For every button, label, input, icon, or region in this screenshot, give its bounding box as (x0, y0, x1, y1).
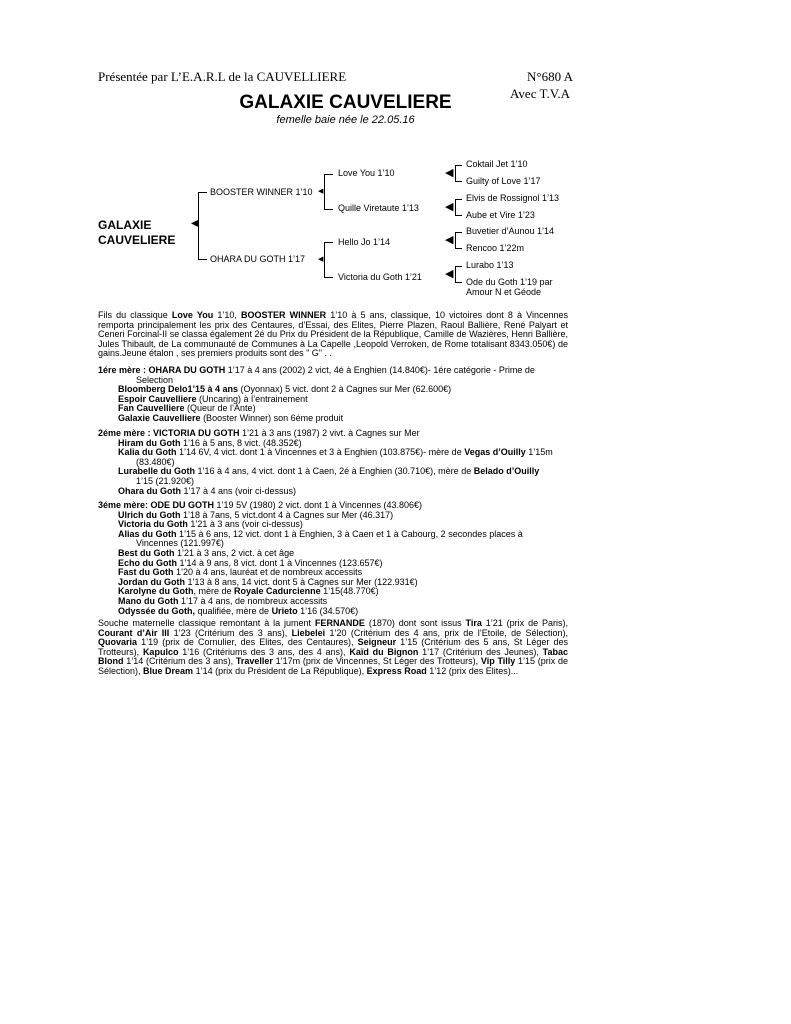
produce-name: Victoria du Goth (118, 519, 188, 530)
ggp-2: Guilty of Love 1’17 (466, 176, 541, 186)
dam-sire: Hello Jo 1’14 (338, 237, 391, 247)
ggp-3: Elvis de Rossignol 1’13 (466, 193, 560, 203)
ggp-8: Ode du Goth 1’19 par (466, 277, 553, 287)
third-dam-section (98, 501, 568, 616)
text-run: 1’17m (prix de Vincennes, St Léger des Trotteurs), (272, 656, 481, 667)
text-run: 1’15(48.770€) (320, 586, 379, 597)
produce-text: 1’20 à 4 ans, lauréat et de nombreux accessits (173, 567, 363, 578)
second-dam-section (98, 429, 568, 496)
ggp-4: Aube et Vire 1’23 (466, 210, 535, 220)
bracket-line (324, 242, 333, 243)
bold-run: Belado d’Ouilly (473, 466, 540, 477)
second-dam-text: 1’21 à 3 ans (1987) 2 vivt. à Cagnes sur Mer (239, 428, 420, 438)
first-dam-section (98, 366, 568, 424)
third-dam-text: 1’19 5V (1980) 2 vict. dont 1 à Vincennes (43.806€) (214, 500, 423, 510)
bracket-arrow-icon: ◀ (191, 218, 199, 229)
produce-name: Best du Goth (118, 547, 175, 558)
dam: OHARA DU GOTH 1’17 (210, 254, 306, 264)
bold-run: FERNANDE (314, 618, 365, 628)
bracket-line (455, 215, 462, 216)
sire: BOOSTER WINNER 1’10 (210, 187, 313, 197)
text-run: 1’23 (Critérium des 3 ans), (169, 627, 292, 638)
bold-run: Urieto (271, 605, 298, 616)
ggp-5: Buvetier d’Aunou 1’14 (466, 226, 555, 236)
text-run: (1870) dont sont issus (364, 618, 466, 628)
produce-text: 1’21 à 3 ans (voir ci-dessus) (187, 519, 303, 530)
produce-cont: Vincennes (121.997€) (136, 538, 224, 549)
first-dam-text: 1’17 à 4 ans (2002) 2 vict, 4é à Enghien (14.840€)- 1ére catégorie - Prime de (225, 365, 535, 375)
bracket-arrow-icon: ◀ (318, 256, 324, 263)
text-run: 1’19 (prix de Cornulier, des Elites, des Centaures), (137, 637, 358, 648)
produce-name: Bloomberg Delo1’15 à 4 ans (118, 384, 239, 395)
bracket-line (455, 282, 462, 283)
produce-text: 1’16 à 5 ans, 8 vict. (48.352€) (180, 437, 302, 448)
bold-run: Traveller (235, 656, 273, 667)
produce-name: Lurabelle du Goth (118, 466, 196, 477)
text-run: 1’15 (Critérium des 5 ans, St Léger des Trotteurs), (98, 637, 568, 657)
ggp-7: Lurabo 1’13 (466, 260, 514, 270)
text-run: 1’14 (prix du Président de La République), (193, 665, 367, 676)
bracket-line (455, 165, 462, 166)
bracket-arrow-icon: ◀ (445, 201, 454, 213)
bracket-arrow-icon: ◀ (318, 188, 324, 195)
produce-name: Alias du Goth (118, 528, 177, 539)
text-run: 1’12 (prix des Elites)... (426, 665, 519, 676)
produce-name: Fan Cauvelliere (118, 403, 185, 414)
produce-text: 1’17 à 4 ans, de nombreux accessits (178, 595, 328, 606)
bold-run: Royale Cadurcienne (234, 586, 321, 597)
produce-text: 1’14 à 9 ans, 8 vict. dont 1 à Vincennes (123.657€) (177, 557, 383, 568)
bracket-line (324, 242, 325, 278)
bracket-arrow-icon: ◀ (445, 234, 454, 246)
text-run: 1’10 à 5 ans, classique, 10 victoires dont 8 à Vincennes remporta principalement les prix des Centaures, d’Essai, des Elites, Pierre Plazen, Raoul Ballière, René Palyart et Ceneri Forcinal-II se classa également 2é du Prix du Président de la République, Camille de Wazières, Henri Ballière, Jules Thibault, de La communauté de Communes à La Capelle ,Leopold Verroken, de Rome totalisant 8343.050€) de gains.Jeune étalon , ses premiers produits sont des " G" . . (98, 310, 568, 359)
dam-dam: Victoria du Goth 1’21 (338, 272, 422, 282)
produce-text: (Oyonnax) 5 vict. dont 2 à Cagnes sur Mer (62.600€) (238, 384, 452, 395)
bracket-line (324, 174, 333, 175)
bracket-line (455, 266, 462, 267)
bold-run: Liebelei (291, 627, 326, 638)
text-run: 1’16 (Critériums des 3 ans, des 4 ans), (178, 646, 350, 657)
bracket-line (455, 165, 456, 182)
bold-run: Vip Tilly (480, 656, 516, 667)
text-run: 1’17 (Critérium des Jeunes), (418, 646, 543, 657)
produce-text: 1’15 à 6 ans, 12 vict. dont 1 à Enghien, 3 à Caen et 1 à Cabourg, 2 secondes places à (176, 528, 523, 539)
ggp-8-parents: Amour N et Géode (466, 287, 542, 297)
produce-name: Ulrich du Goth (118, 509, 181, 520)
bold-run: Tabac Blond (98, 646, 568, 667)
produce-name: Hiram du Goth (118, 437, 181, 448)
produce-cont: 1’15 (21.920€) (136, 475, 195, 486)
pedigree-chart (0, 0, 791, 310)
bracket-line (198, 259, 207, 260)
produce-text: (Uncaring) à l’entrainement (196, 393, 308, 404)
bold-run: BOOSTER WINNER (241, 310, 327, 320)
bracket-arrow-icon: ◀ (445, 167, 454, 179)
bracket-line (455, 181, 462, 182)
sire-sire: Love You 1’10 (338, 168, 395, 178)
bold-run: Quovaria (98, 637, 138, 648)
produce-text: 1’17 à 4 ans (voir ci-dessus) (181, 485, 297, 496)
produce-name: Odyssée du Goth, (118, 605, 196, 616)
text-run: 1’15m (525, 447, 553, 458)
produce-name: Ohara du Goth (118, 485, 181, 496)
bold-run: Love You (171, 310, 214, 320)
vat-note: Avec T.V.A (510, 86, 571, 101)
bold-run: Seigneur (357, 637, 397, 648)
maternal-line-paragraph (98, 619, 568, 677)
text-run: 1’14 (Critérium des 3 ans), (123, 656, 236, 667)
produce-text: 1’16 à 4 ans, 4 vict. dont 1 à Caen, 2é à Enghien (30.710€), mère de (195, 466, 474, 477)
produce-name: Galaxie Cauvelliere (118, 412, 201, 423)
bracket-line (455, 232, 456, 249)
text-run: 1’20 (Critérium des 4 ans, prix de l’Etoile, de Sélection), (325, 627, 569, 638)
first-dam-cont: Selection (136, 374, 174, 385)
text-run: 1’15 (prix de Sélection), (98, 656, 568, 676)
produce-text: (Booster Winner) son 6éme produit (200, 412, 344, 423)
produce-text: 1’14 6V, 4 vict. dont 1 à Vincennes et 3 à Enghien (103.875€)- mère de (176, 447, 465, 458)
bold-run: Courant d’Air III (98, 627, 170, 638)
bracket-line (324, 209, 333, 210)
produce-text: , mère de (193, 586, 235, 597)
bold-run: Kapulco (142, 646, 179, 657)
horse-title: GALAXIE CAUVELIERE (239, 92, 452, 113)
bold-run: Vegas d’Ouilly (464, 447, 526, 458)
bracket-line (455, 199, 462, 200)
text-run: 1’16 (34.570€) (297, 605, 359, 616)
produce-name: Kalia du Goth (118, 447, 177, 458)
bracket-arrow-icon: ◀ (445, 268, 454, 280)
produce-text: 1’21 à 3 ans, 2 vict. à cet âge (174, 547, 295, 558)
third-dam-label: 3éme mère: ODE DU GOTH (98, 500, 215, 510)
produce-text: qualifiée, mère de (195, 605, 272, 616)
bold-run: Kaïd du Bignon (349, 646, 419, 657)
second-dam-label: 2éme mère : VICTORIA DU GOTH (98, 428, 240, 438)
first-dam-label: 1ére mère : OHARA DU GOTH (98, 365, 226, 375)
bracket-line (198, 192, 207, 193)
sire-paragraph (98, 311, 568, 359)
ggp-6: Rencoo 1’22m (466, 243, 525, 253)
bold-run: Tira (465, 618, 482, 628)
produce-name: Mano du Goth (118, 595, 179, 606)
pedigree-horse: GALAXIE CAUVELIERE (98, 218, 176, 247)
bracket-line (455, 248, 462, 249)
text-run: Fils du classique (98, 310, 172, 320)
produce-name: Espoir Cauvelliere (118, 393, 197, 404)
bracket-line (455, 266, 456, 283)
produce-name: Karolyne du Goth (118, 586, 194, 597)
horse-subtitle: femelle baie née le 22.05.16 (276, 114, 415, 126)
produce-text: (Queur de l’Ante) (184, 403, 256, 414)
produce-name: Jordan du Goth (118, 576, 185, 587)
produce-cont: (83.480€) (136, 456, 175, 467)
bracket-line (455, 199, 456, 216)
ggp-1: Coktail Jet 1’10 (466, 159, 528, 169)
bracket-line (324, 277, 333, 278)
produce-text: 1’13 à 8 ans, 14 vict. dont 5 à Cagnes sur Mer (122.931€) (185, 576, 418, 587)
text-run: 1’21 (prix de Paris), (481, 618, 568, 628)
sire-dam: Quille Viretaute 1’13 (338, 203, 419, 213)
presenter-line: Présentée par L’E.A.R.L de la CAUVELLIERE (98, 69, 347, 84)
bold-run: Express Road (366, 665, 427, 676)
text-run: Souche maternelle classique remontant à la jument (98, 618, 315, 628)
bracket-line (455, 232, 462, 233)
produce-name: Fast du Goth (118, 567, 174, 578)
text-run: 1’10, (213, 310, 241, 320)
lot-number: N°680 A (527, 69, 574, 84)
produce-text: 1’18 à 7ans, 5 vict.dont 4 à Cagnes sur Mer (46.317) (180, 509, 394, 520)
bracket-line (324, 174, 325, 210)
produce-name: Echo du Goth (118, 557, 177, 568)
bold-run: Blue Dream (143, 665, 194, 676)
